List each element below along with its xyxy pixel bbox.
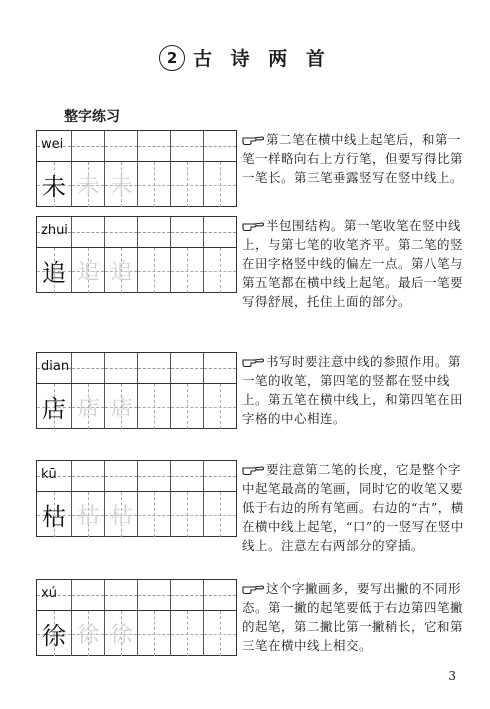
pinyin-cell[interactable]	[203, 353, 236, 383]
pinyin-cell[interactable]	[203, 217, 236, 247]
pointing-hand-icon	[242, 464, 264, 475]
writing-cell[interactable]	[170, 162, 203, 207]
pinyin-cell[interactable]	[203, 580, 236, 610]
writing-cell[interactable]	[203, 248, 236, 293]
pinyin-cell[interactable]	[203, 131, 236, 161]
writing-cell[interactable]	[37, 248, 71, 293]
trace-character: 追	[110, 260, 133, 285]
writing-cell[interactable]	[170, 492, 203, 537]
writing-tip	[242, 352, 468, 428]
trace-character: 枯	[110, 504, 133, 529]
writing-cell[interactable]	[104, 492, 137, 537]
pointing-hand-icon	[242, 583, 264, 594]
tianzige-grid	[36, 579, 237, 656]
writing-cell[interactable]	[104, 162, 137, 207]
writing-tip	[242, 579, 468, 655]
pinyin-cell[interactable]	[137, 131, 170, 161]
pinyin-label: kū	[41, 467, 57, 482]
tianzige-grid	[36, 216, 237, 293]
writing-cell[interactable]	[104, 384, 137, 429]
pinyin-cell[interactable]	[170, 353, 203, 383]
pointing-hand-icon	[242, 134, 264, 145]
pointing-hand-icon	[242, 220, 264, 231]
trace-character: 追	[77, 260, 100, 285]
writing-cell[interactable]	[104, 611, 137, 656]
writing-cell[interactable]	[170, 611, 203, 656]
pinyin-cell[interactable]	[137, 217, 170, 247]
pinyin-row	[37, 131, 236, 161]
char-row	[37, 610, 236, 656]
trace-character: 未	[77, 174, 100, 199]
section-title: 整字练习	[64, 109, 120, 125]
model-character: 未	[42, 173, 66, 201]
pinyin-cell[interactable]	[137, 461, 170, 491]
pinyin-cell[interactable]	[71, 461, 104, 491]
pinyin-cell[interactable]	[104, 461, 137, 491]
pinyin-cell[interactable]	[71, 580, 104, 610]
trace-character: 未	[110, 174, 133, 199]
writing-cell[interactable]	[71, 492, 104, 537]
lesson-title	[0, 44, 490, 71]
lesson-name: 古 诗 两 首	[193, 48, 331, 70]
pinyin-cell[interactable]	[104, 131, 137, 161]
pinyin-cell[interactable]	[37, 580, 71, 610]
pinyin-cell[interactable]	[71, 353, 104, 383]
pinyin-row	[37, 353, 236, 383]
writing-cell[interactable]	[137, 384, 170, 429]
writing-cell[interactable]	[137, 611, 170, 656]
pinyin-row	[37, 580, 236, 610]
char-row	[37, 161, 236, 207]
model-character: 枯	[42, 503, 66, 531]
model-character: 店	[42, 395, 66, 423]
pinyin-cell[interactable]	[37, 353, 71, 383]
char-row	[37, 491, 236, 537]
tip-text: 第二笔在横中线上起笔后，和第一笔一样略向右上方行笔，但要写得比第一笔长。第三笔垂露竖写在竖中线上。	[242, 132, 464, 185]
pinyin-cell[interactable]	[170, 461, 203, 491]
writing-cell[interactable]	[37, 384, 71, 429]
pinyin-label: xú	[41, 586, 57, 601]
trace-character: 徐	[110, 623, 133, 648]
writing-cell[interactable]	[170, 384, 203, 429]
writing-tip	[242, 130, 468, 187]
writing-cell[interactable]	[203, 611, 236, 656]
writing-cell[interactable]	[37, 611, 71, 656]
trace-character: 店	[77, 396, 100, 421]
pinyin-cell[interactable]	[104, 580, 137, 610]
writing-cell[interactable]	[71, 611, 104, 656]
writing-cell[interactable]	[71, 162, 104, 207]
tip-text: 书写时要注意中线的参照作用。第一笔的收笔，第四笔的竖都在竖中线上。第五笔在横中线上，和第四笔在田字格的中心相连。	[242, 354, 464, 426]
pinyin-row	[37, 217, 236, 247]
trace-character: 店	[110, 396, 133, 421]
model-character: 徐	[42, 622, 66, 650]
writing-cell[interactable]	[104, 248, 137, 293]
pinyin-cell[interactable]	[37, 131, 71, 161]
writing-cell[interactable]	[37, 492, 71, 537]
writing-cell[interactable]	[203, 162, 236, 207]
writing-cell[interactable]	[71, 248, 104, 293]
tianzige-grid	[36, 130, 237, 207]
pinyin-cell[interactable]	[71, 217, 104, 247]
tianzige-grid	[36, 460, 237, 537]
pinyin-cell[interactable]	[104, 217, 137, 247]
writing-tip	[242, 216, 468, 311]
writing-cell[interactable]	[170, 248, 203, 293]
tip-text: 半包围结构。第一笔收笔在竖中线上，与第七笔的收笔齐平。第二笔的竖在田字格竖中线的偏左一点。第八笔与第五笔都在横中线上起笔。最后一笔要写得舒展，托住上面的部分。	[242, 218, 464, 309]
pinyin-cell[interactable]	[170, 580, 203, 610]
writing-tip	[242, 460, 468, 555]
writing-cell[interactable]	[203, 492, 236, 537]
trace-character: 徐	[77, 623, 100, 648]
model-character: 追	[42, 259, 66, 287]
writing-cell[interactable]	[203, 384, 236, 429]
pointing-hand-icon	[242, 356, 264, 367]
writing-cell[interactable]	[71, 384, 104, 429]
writing-cell[interactable]	[137, 492, 170, 537]
char-row	[37, 383, 236, 429]
writing-cell[interactable]	[37, 162, 71, 207]
pinyin-label: zhui	[41, 223, 68, 238]
pinyin-cell[interactable]	[71, 131, 104, 161]
tip-text: 要注意第二笔的长度，它是整个字中起笔最高的笔画，同时它的收笔又要低于右边的所有笔画。右边的“古”，横在横中线上起笔，“口”的一竖写在竖中线上。注意左右两部分的穿插。	[242, 462, 464, 553]
pinyin-cell[interactable]	[37, 461, 71, 491]
pinyin-cell[interactable]	[37, 217, 71, 247]
pinyin-row	[37, 461, 236, 491]
pinyin-cell[interactable]	[137, 580, 170, 610]
char-row	[37, 247, 236, 293]
pinyin-label: dian	[41, 359, 70, 374]
tianzige-grid	[36, 352, 237, 429]
pinyin-cell[interactable]	[104, 353, 137, 383]
page-number: 3	[448, 669, 456, 683]
pinyin-cell[interactable]	[170, 217, 203, 247]
writing-cell[interactable]	[137, 248, 170, 293]
pinyin-cell[interactable]	[203, 461, 236, 491]
trace-character: 枯	[77, 504, 100, 529]
lesson-number: 2	[159, 45, 185, 71]
tip-text: 这个字撇画多，要写出撇的不同形态。第一撇的起笔要低于右边第四笔撇的起笔，第二撇比第一撇稍长，它和第三笔在横中线上相交。	[242, 581, 464, 653]
pinyin-cell[interactable]	[137, 353, 170, 383]
pinyin-cell[interactable]	[170, 131, 203, 161]
writing-cell[interactable]	[137, 162, 170, 207]
pinyin-label: wei	[41, 137, 64, 152]
